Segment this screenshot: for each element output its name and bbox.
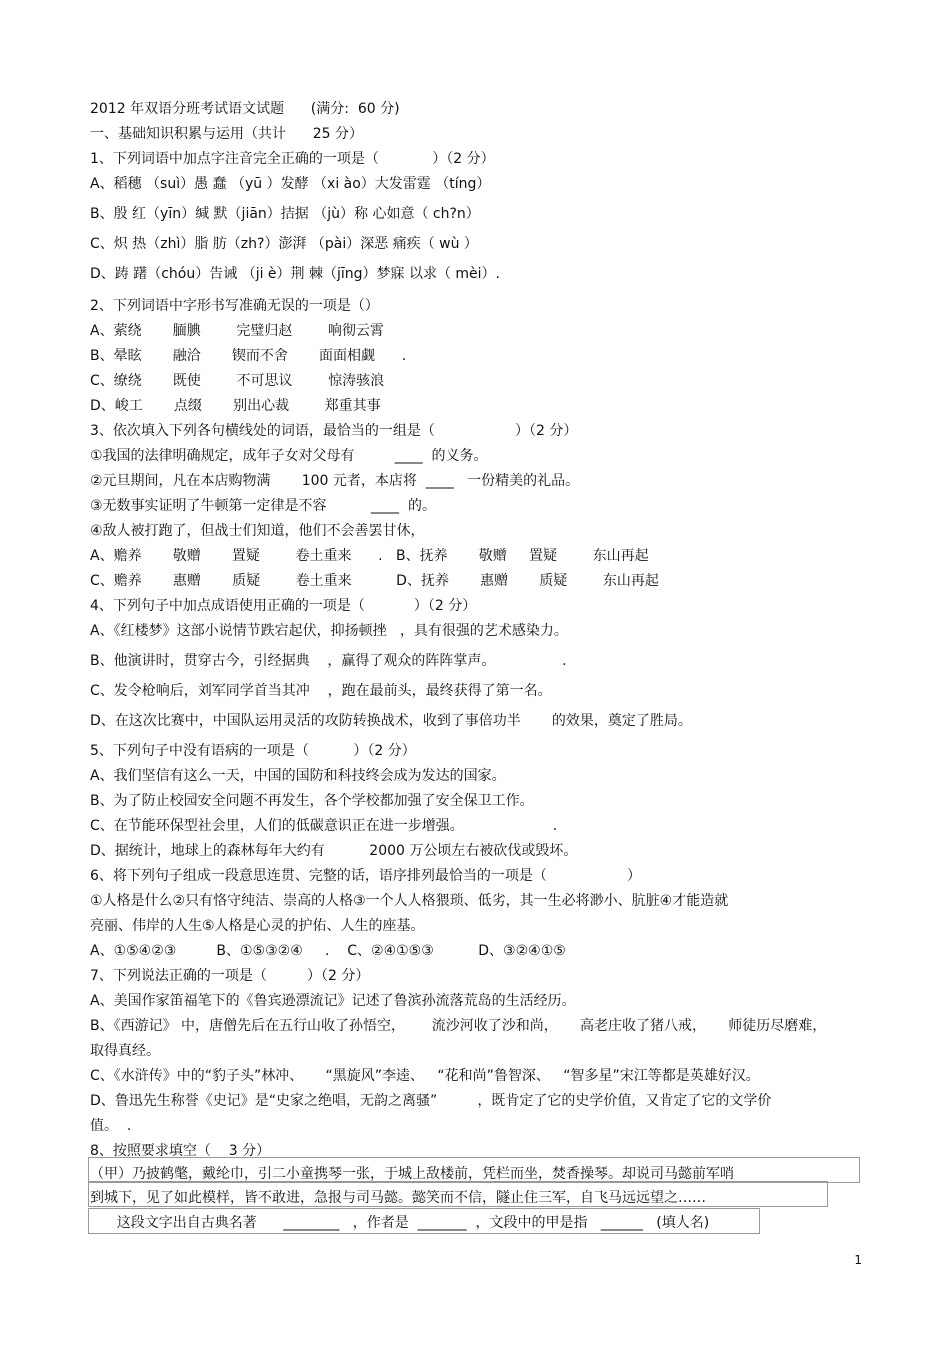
text-line: 2012 年双语分班考试语文试题 (满分: 60 分)	[90, 101, 400, 117]
text-line: A、我们坚信有这么一天，中国的国防和科技终会成为发达的国家。	[90, 768, 506, 784]
text-line: C、赡养 惠赠 质疑 卷土重来 D、抚养 惠赠 质疑 东山再起	[90, 573, 659, 589]
text-line: D、踌 躇（chóu）告诫 （ji è）荆 棘（jīng）梦寐 以求（ mèi）.	[90, 266, 501, 282]
text-line: ①人格是什么②只有恪守纯洁、崇高的人格③一个人人格猥琐、低劣，其一生必将渺小、肮脏④才能造就	[90, 893, 729, 909]
text-line: B、为了防止校园安全问题不再发生，各个学校都加强了安全保卫工作。	[90, 793, 534, 809]
text-line: 亮丽、伟岸的人生⑤人格是心灵的护佑、人生的座基。	[90, 918, 425, 934]
text-line: 一、基础知识积累与运用（共计 25 分）	[90, 126, 363, 142]
text-line: B、殷 红（yīn）缄 默（jiān）拮据 （jù）称 心如意（ ch?n）	[90, 206, 480, 222]
text-line: B、他演讲时，贯穿古今，引经据典 ，赢得了观众的阵阵掌声。 .	[90, 653, 567, 669]
text-line: （甲）乃披鹤氅，戴纶巾，引二小童携琴一张，于城上敌楼前，凭栏而坐，焚香操琴。却说司马懿前军哨	[90, 1166, 734, 1182]
text-line: 7、下列说法正确的一项是（ ）（2 分）	[90, 968, 370, 984]
text-line: 到城下，见了如此模样，皆不敢进，急报与司马懿。懿笑而不信，隧止住三军，自飞马远远望之……	[90, 1190, 706, 1206]
text-line: 6、将下列句子组成一段意思连贯、完整的话，语序排列最恰当的一项是（ ）	[90, 868, 642, 884]
text-line: D、在这次比赛中，中国队运用灵活的攻防转换战术，收到了事倍功半 的效果，奠定了胜局。	[90, 713, 692, 729]
text-line: D、峻工 点缀 别出心裁 郑重其事	[90, 398, 381, 414]
text-line: A、美国作家笛福笔下的《鲁宾逊漂流记》记述了鲁滨孙流落荒岛的生活经历。	[90, 993, 576, 1009]
text-line: C、炽 热（zhì）脂 肪（zh?）澎湃 （pài）深恶 痛疾（ wù ）	[90, 236, 478, 252]
text-line: D、鲁迅先生称誉《史记》是“史家之绝唱，无韵之离骚” ，既肯定了它的史学价值，又肯定了它的文学价	[90, 1093, 772, 1109]
text-line: 4、下列句子中加点成语使用正确的一项是（ ）（2 分）	[90, 598, 477, 614]
text-line: 1、下列词语中加点字注音完全正确的一项是（ ）（2 分）	[90, 151, 495, 167]
text-line: 2、下列词语中字形书写准确无误的一项是（）	[90, 298, 379, 314]
text-line: A、赡养 敬赠 置疑 卷土重来 . B、抚养 敬赠 置疑 东山再起	[90, 548, 649, 564]
text-line: 8、按照要求填空（ 3 分）	[90, 1143, 271, 1159]
text-line: ③无数事实证明了牛顿第一定律是不容 ____ 的。	[90, 498, 436, 514]
text-line: C、《水浒传》中的“豹子头”林冲、 “黑旋风”李逵、 “花和尚”鲁智深、 “智多星”宋江等都是英雄好汉。	[90, 1068, 760, 1084]
text-line: 3、依次填入下列各句横线处的词语，最恰当的一组是（ ）（2 分）	[90, 423, 578, 439]
text-line: ①我国的法律明确规定，成年子女对父母有 ____ 的义务。	[90, 448, 488, 464]
text-line: ④敌人被打跑了，但战士们知道，他们不会善罢甘休，	[90, 523, 425, 539]
text-line: ②元旦期间，凡在本店购物满 100 元者，本店将 ____ 一份精美的礼品。	[90, 473, 580, 489]
text-line: C、在节能环保型社会里，人们的低碳意识正在进一步增强。 .	[90, 818, 558, 834]
text-line: B、晕眩 融洽 锲而不舍 面面相觑 .	[90, 348, 407, 364]
text-line: A、①⑤④②③ B、①⑤③②④ . C、②④①⑤③ D、③②④①⑤	[90, 943, 566, 959]
text-line: 取得真经。	[90, 1043, 160, 1059]
text-line: A、萦绕 腼腆 完璧归赵 响彻云霄	[90, 323, 384, 339]
text-line: C、缭绕 既使 不可思议 惊涛骇浪	[90, 373, 385, 389]
text-line: 这段文字出自古典名著 ________ ，作者是 _______ ，文段中的甲是指 ______ (填人名)	[90, 1215, 710, 1231]
text-line: A、《红楼梦》这部小说情节跌宕起伏，抑扬顿挫 ，具有很强的艺术感染力。	[90, 623, 568, 639]
page-number: 1	[854, 1253, 862, 1267]
text-line: C、发令枪响后，刘军同学首当其冲 ，跑在最前头，最终获得了第一名。	[90, 683, 552, 699]
text-line: A、稻穗 （suì）愚 蠢 （yū ）发酵 （xi ào）大发雷霆 （tíng）	[90, 176, 491, 192]
text-line: 值。 .	[90, 1118, 132, 1134]
text-line: 5、下列句子中没有语病的一项是（ ）（2 分）	[90, 743, 416, 759]
text-line: D、据统计，地球上的森林每年大约有 2000 万公顷左右被砍伐或毁坏。	[90, 843, 578, 859]
text-line: B、《西游记》 中，唐僧先后在五行山收了孙悟空， 流沙河收了沙和尚， 高老庄收了猪八戒， 师徒历尽磨难，	[90, 1018, 827, 1034]
